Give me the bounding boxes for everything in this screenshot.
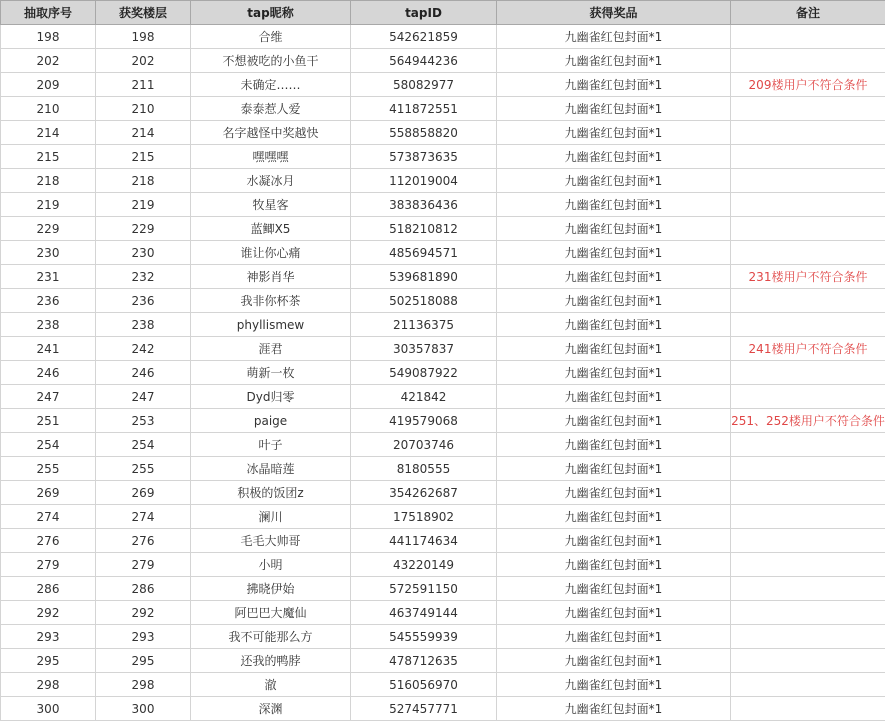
cell-tap-id: 478712635: [351, 649, 497, 673]
cell-note: [731, 457, 885, 481]
cell-nickname: 不想被吃的小鱼干: [191, 49, 351, 73]
cell-floor: 202: [96, 49, 191, 73]
cell-tap-id: 545559939: [351, 625, 497, 649]
cell-floor: 300: [96, 697, 191, 721]
cell-tap-id: 411872551: [351, 97, 497, 121]
cell-nickname: 毛毛大帅哥: [191, 529, 351, 553]
cell-note: [731, 361, 885, 385]
cell-note: [731, 601, 885, 625]
table-row: [1, 337, 885, 361]
cell-prize: 九幽雀红包封面*1: [497, 601, 731, 625]
cell-tap-id: 17518902: [351, 505, 497, 529]
cell-prize: 九幽雀红包封面*1: [497, 169, 731, 193]
cell-note: [731, 289, 885, 313]
cell-draw-no: 292: [1, 601, 96, 625]
cell-tap-id: 419579068: [351, 409, 497, 433]
cell-note: [731, 97, 885, 121]
cell-note: [731, 121, 885, 145]
table-row: [1, 73, 885, 97]
cell-tap-id: 8180555: [351, 457, 497, 481]
cell-nickname: 深渊: [191, 697, 351, 721]
cell-floor: 279: [96, 553, 191, 577]
cell-tap-id: 564944236: [351, 49, 497, 73]
cell-prize: 九幽雀红包封面*1: [497, 265, 731, 289]
cell-floor: 219: [96, 193, 191, 217]
cell-draw-no: 215: [1, 145, 96, 169]
cell-tap-id: 539681890: [351, 265, 497, 289]
table-row: [1, 193, 885, 217]
cell-tap-id: 558858820: [351, 121, 497, 145]
cell-nickname: paige: [191, 409, 351, 433]
cell-tap-id: 21136375: [351, 313, 497, 337]
cell-prize: 九幽雀红包封面*1: [497, 409, 731, 433]
cell-floor: 198: [96, 25, 191, 49]
cell-note: [731, 673, 885, 697]
cell-prize: 九幽雀红包封面*1: [497, 337, 731, 361]
cell-tap-id: 463749144: [351, 601, 497, 625]
cell-tap-id: 573873635: [351, 145, 497, 169]
cell-nickname: 还我的鸭脖: [191, 649, 351, 673]
cell-nickname: 冰晶暗莲: [191, 457, 351, 481]
table-row: [1, 505, 885, 529]
cell-nickname: 嘿嘿嘿: [191, 145, 351, 169]
cell-nickname: 澜川: [191, 505, 351, 529]
cell-prize: 九幽雀红包封面*1: [497, 193, 731, 217]
cell-tap-id: 43220149: [351, 553, 497, 577]
table-row: [1, 49, 885, 73]
cell-draw-no: 238: [1, 313, 96, 337]
cell-draw-no: 231: [1, 265, 96, 289]
cell-floor: 247: [96, 385, 191, 409]
cell-note: [731, 385, 885, 409]
cell-nickname: 蓝鲫X5: [191, 217, 351, 241]
cell-floor: 276: [96, 529, 191, 553]
table-row: [1, 697, 885, 721]
cell-prize: 九幽雀红包封面*1: [497, 241, 731, 265]
table-row: [1, 241, 885, 265]
cell-tap-id: 516056970: [351, 673, 497, 697]
cell-tap-id: 572591150: [351, 577, 497, 601]
cell-floor: 229: [96, 217, 191, 241]
cell-floor: 242: [96, 337, 191, 361]
cell-floor: 274: [96, 505, 191, 529]
cell-note: [731, 169, 885, 193]
cell-nickname: phyllismew: [191, 313, 351, 337]
table-row: [1, 145, 885, 169]
cell-note: [731, 625, 885, 649]
cell-draw-no: 293: [1, 625, 96, 649]
cell-note: 241楼用户不符合条件: [731, 337, 885, 361]
cell-tap-id: 502518088: [351, 289, 497, 313]
cell-nickname: 牧星客: [191, 193, 351, 217]
cell-tap-id: 527457771: [351, 697, 497, 721]
cell-floor: 246: [96, 361, 191, 385]
cell-nickname: 小明: [191, 553, 351, 577]
cell-tap-id: 518210812: [351, 217, 497, 241]
table-row: [1, 121, 885, 145]
cell-nickname: 我非你杯茶: [191, 289, 351, 313]
cell-floor: 230: [96, 241, 191, 265]
header-note: 备注: [731, 1, 885, 25]
header-draw-no: 抽取序号: [1, 1, 96, 25]
cell-draw-no: 218: [1, 169, 96, 193]
cell-draw-no: 219: [1, 193, 96, 217]
cell-draw-no: 202: [1, 49, 96, 73]
cell-draw-no: 246: [1, 361, 96, 385]
cell-prize: 九幽雀红包封面*1: [497, 145, 731, 169]
cell-prize: 九幽雀红包封面*1: [497, 49, 731, 73]
cell-prize: 九幽雀红包封面*1: [497, 649, 731, 673]
cell-draw-no: 229: [1, 217, 96, 241]
cell-nickname: 我不可能那么方: [191, 625, 351, 649]
cell-tap-id: 441174634: [351, 529, 497, 553]
cell-tap-id: 549087922: [351, 361, 497, 385]
cell-draw-no: 274: [1, 505, 96, 529]
table-row: [1, 25, 885, 49]
cell-note: [731, 49, 885, 73]
cell-prize: 九幽雀红包封面*1: [497, 481, 731, 505]
cell-floor: 253: [96, 409, 191, 433]
cell-tap-id: 20703746: [351, 433, 497, 457]
cell-floor: 238: [96, 313, 191, 337]
table-row: [1, 481, 885, 505]
cell-nickname: 涯君: [191, 337, 351, 361]
cell-note: 231楼用户不符合条件: [731, 265, 885, 289]
cell-draw-no: 254: [1, 433, 96, 457]
cell-draw-no: 236: [1, 289, 96, 313]
cell-note: [731, 25, 885, 49]
table-row: [1, 529, 885, 553]
cell-note: [731, 145, 885, 169]
header-floor: 获奖楼层: [96, 1, 191, 25]
cell-tap-id: 30357837: [351, 337, 497, 361]
cell-nickname: 水凝冰月: [191, 169, 351, 193]
cell-prize: 九幽雀红包封面*1: [497, 73, 731, 97]
table-row: [1, 313, 885, 337]
cell-floor: 269: [96, 481, 191, 505]
cell-note: [731, 529, 885, 553]
cell-draw-no: 214: [1, 121, 96, 145]
table-row: [1, 457, 885, 481]
cell-draw-no: 286: [1, 577, 96, 601]
cell-floor: 292: [96, 601, 191, 625]
cell-note: [731, 217, 885, 241]
cell-tap-id: 354262687: [351, 481, 497, 505]
cell-note: [731, 241, 885, 265]
cell-floor: 286: [96, 577, 191, 601]
table-row: [1, 649, 885, 673]
cell-tap-id: 421842: [351, 385, 497, 409]
table-body: [1, 25, 885, 721]
cell-note: [731, 577, 885, 601]
cell-prize: 九幽雀红包封面*1: [497, 289, 731, 313]
table-row: [1, 553, 885, 577]
table-row: [1, 97, 885, 121]
cell-floor: 298: [96, 673, 191, 697]
cell-tap-id: 485694571: [351, 241, 497, 265]
cell-prize: 九幽雀红包封面*1: [497, 553, 731, 577]
cell-note: [731, 649, 885, 673]
cell-prize: 九幽雀红包封面*1: [497, 97, 731, 121]
cell-note: [731, 433, 885, 457]
cell-floor: 218: [96, 169, 191, 193]
cell-draw-no: 198: [1, 25, 96, 49]
cell-prize: 九幽雀红包封面*1: [497, 121, 731, 145]
table-header: [1, 1, 885, 25]
cell-prize: 九幽雀红包封面*1: [497, 217, 731, 241]
table-row: [1, 601, 885, 625]
cell-tap-id: 112019004: [351, 169, 497, 193]
cell-prize: 九幽雀红包封面*1: [497, 361, 731, 385]
cell-tap-id: 542621859: [351, 25, 497, 49]
cell-note: 251、252楼用户不符合条件: [731, 409, 885, 433]
cell-prize: 九幽雀红包封面*1: [497, 505, 731, 529]
cell-nickname: 积极的饭团z: [191, 481, 351, 505]
table-row: [1, 433, 885, 457]
cell-floor: 295: [96, 649, 191, 673]
cell-nickname: 谁让你心痛: [191, 241, 351, 265]
cell-prize: 九幽雀红包封面*1: [497, 385, 731, 409]
table-row: [1, 265, 885, 289]
table-row: [1, 409, 885, 433]
cell-draw-no: 295: [1, 649, 96, 673]
cell-nickname: 名字越怪中奖越快: [191, 121, 351, 145]
cell-note: 209楼用户不符合条件: [731, 73, 885, 97]
header-nickname: tap昵称: [191, 1, 351, 25]
cell-floor: 211: [96, 73, 191, 97]
cell-nickname: 泰泰惹人爱: [191, 97, 351, 121]
cell-prize: 九幽雀红包封面*1: [497, 697, 731, 721]
cell-prize: 九幽雀红包封面*1: [497, 25, 731, 49]
cell-draw-no: 210: [1, 97, 96, 121]
cell-prize: 九幽雀红包封面*1: [497, 313, 731, 337]
cell-nickname: 澈: [191, 673, 351, 697]
cell-draw-no: 255: [1, 457, 96, 481]
cell-floor: 232: [96, 265, 191, 289]
cell-nickname: 未确定……: [191, 73, 351, 97]
cell-nickname: 拂晓伊始: [191, 577, 351, 601]
cell-draw-no: 300: [1, 697, 96, 721]
cell-prize: 九幽雀红包封面*1: [497, 673, 731, 697]
cell-floor: 214: [96, 121, 191, 145]
cell-nickname: 合维: [191, 25, 351, 49]
header-prize: 获得奖品: [497, 1, 731, 25]
cell-note: [731, 193, 885, 217]
cell-draw-no: 209: [1, 73, 96, 97]
cell-draw-no: 269: [1, 481, 96, 505]
cell-note: [731, 697, 885, 721]
table-row: [1, 673, 885, 697]
table-row: [1, 289, 885, 313]
cell-draw-no: 279: [1, 553, 96, 577]
table-row: [1, 169, 885, 193]
cell-nickname: 阿巴巴大魔仙: [191, 601, 351, 625]
header-tap-id: tapID: [351, 1, 497, 25]
cell-prize: 九幽雀红包封面*1: [497, 433, 731, 457]
table-row: [1, 217, 885, 241]
cell-note: [731, 505, 885, 529]
cell-tap-id: 383836436: [351, 193, 497, 217]
cell-floor: 215: [96, 145, 191, 169]
header-row: [1, 1, 885, 25]
cell-prize: 九幽雀红包封面*1: [497, 625, 731, 649]
cell-nickname: 萌新一枚: [191, 361, 351, 385]
cell-floor: 254: [96, 433, 191, 457]
cell-prize: 九幽雀红包封面*1: [497, 529, 731, 553]
cell-note: [731, 481, 885, 505]
cell-draw-no: 298: [1, 673, 96, 697]
table-row: [1, 625, 885, 649]
table-row: [1, 577, 885, 601]
cell-prize: 九幽雀红包封面*1: [497, 577, 731, 601]
cell-prize: 九幽雀红包封面*1: [497, 457, 731, 481]
cell-draw-no: 247: [1, 385, 96, 409]
cell-draw-no: 251: [1, 409, 96, 433]
table-row: [1, 361, 885, 385]
cell-tap-id: 58082977: [351, 73, 497, 97]
cell-draw-no: 241: [1, 337, 96, 361]
cell-draw-no: 230: [1, 241, 96, 265]
cell-floor: 293: [96, 625, 191, 649]
cell-nickname: Dyd归零: [191, 385, 351, 409]
cell-nickname: 神影肖华: [191, 265, 351, 289]
cell-floor: 210: [96, 97, 191, 121]
table-row: [1, 385, 885, 409]
cell-floor: 255: [96, 457, 191, 481]
cell-draw-no: 276: [1, 529, 96, 553]
cell-note: [731, 553, 885, 577]
cell-nickname: 叶子: [191, 433, 351, 457]
cell-note: [731, 313, 885, 337]
cell-floor: 236: [96, 289, 191, 313]
